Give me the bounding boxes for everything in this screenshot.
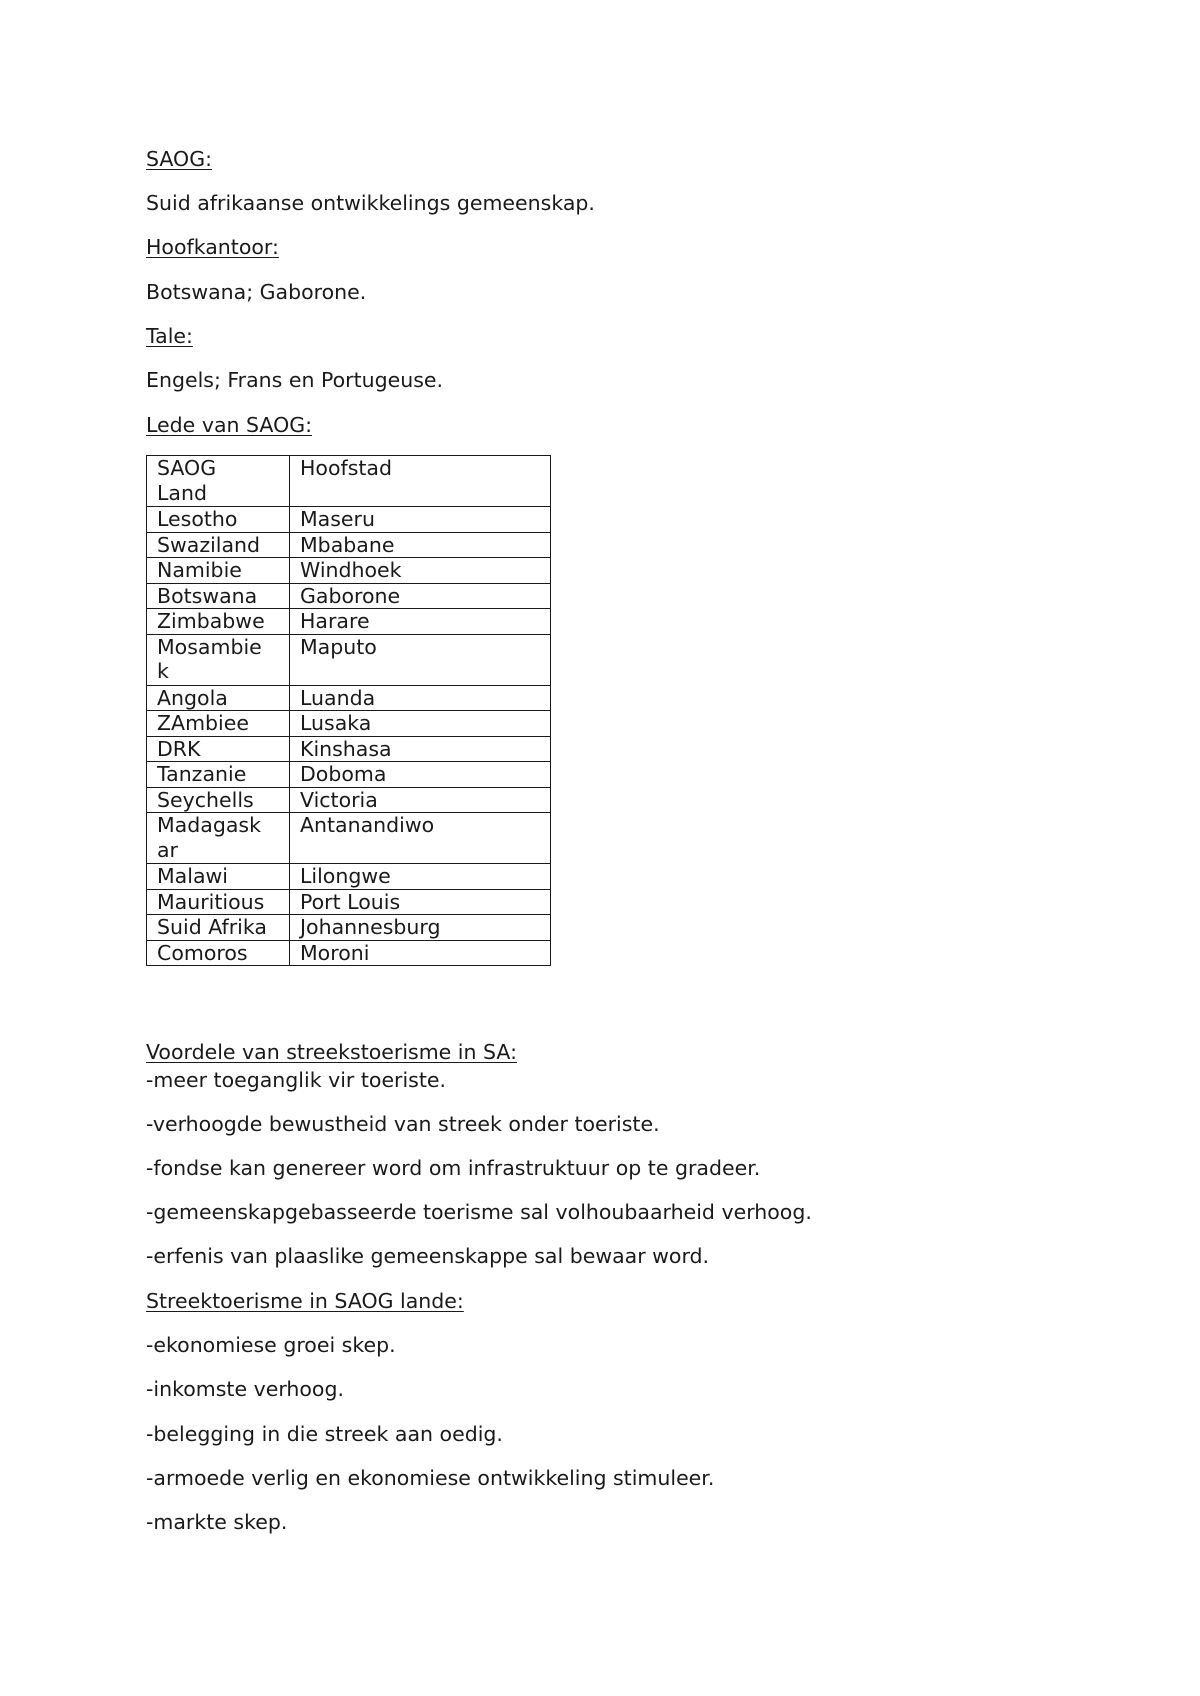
- heading-hoofkantoor: Hoofkantoor:: [146, 235, 279, 259]
- table-cell-country: Angola: [147, 685, 290, 711]
- table-cell-capital: Victoria: [290, 787, 551, 813]
- list-item: -erfenis van plaaslike gemeenskappe sal bewaar word.: [146, 1244, 710, 1268]
- table-header-cell: Hoofstad: [290, 456, 551, 507]
- list-item: -meer toeganglik vir toeriste.: [146, 1068, 447, 1092]
- table-cell-country: Mauritious: [147, 889, 290, 915]
- table-cell-country: Madagask ar: [147, 813, 290, 864]
- table-cell-capital: Antanandiwo: [290, 813, 551, 864]
- heading-voordele: Voordele van streekstoerisme in SA:: [146, 1040, 517, 1064]
- table-row: [147, 609, 551, 635]
- table-cell-capital: Harare: [290, 609, 551, 635]
- heading-saog: SAOG:: [146, 147, 212, 171]
- table-cell-country: Comoros: [147, 940, 290, 966]
- table-cell-capital: Moroni: [290, 940, 551, 966]
- heading-lede: Lede van SAOG:: [146, 413, 313, 437]
- table-row: [147, 583, 551, 609]
- list-item: -armoede verlig en ekonomiese ontwikkeling stimuleer.: [146, 1466, 715, 1490]
- table-cell-capital: Johannesburg: [290, 915, 551, 941]
- table-cell-country: Tanzanie: [147, 762, 290, 788]
- table-row: [147, 507, 551, 533]
- table-row: [147, 889, 551, 915]
- table-cell-capital: Lusaka: [290, 711, 551, 737]
- table-row: [147, 685, 551, 711]
- table-cell-capital: Maputo: [290, 634, 551, 685]
- table-row: [147, 813, 551, 864]
- tale-value: Engels; Frans en Portugeuse.: [146, 368, 444, 392]
- list-item: -fondse kan genereer word om infrastruktuur op te gradeer.: [146, 1156, 761, 1180]
- table-cell-country: Botswana: [147, 583, 290, 609]
- table-row: [147, 736, 551, 762]
- table-row: [147, 787, 551, 813]
- table-cell-country: Zimbabwe: [147, 609, 290, 635]
- hoofkantoor-value: Botswana; Gaborone.: [146, 280, 367, 304]
- members-table: [146, 455, 551, 966]
- table-cell-capital: Luanda: [290, 685, 551, 711]
- list-item: -ekonomiese groei skep.: [146, 1333, 396, 1357]
- table-cell-country: Mosambie k: [147, 634, 290, 685]
- table-cell-capital: Kinshasa: [290, 736, 551, 762]
- table-cell-capital: Windhoek: [290, 558, 551, 584]
- table-cell-capital: Maseru: [290, 507, 551, 533]
- table-row: [147, 558, 551, 584]
- table-cell-country: Suid Afrika: [147, 915, 290, 941]
- saog-full-name: Suid afrikaanse ontwikkelings gemeenskap.: [146, 191, 595, 215]
- table-row: [147, 762, 551, 788]
- list-item: -belegging in die streek aan oedig.: [146, 1422, 503, 1446]
- table-header-cell: SAOG Land: [147, 456, 290, 507]
- table-cell-country: DRK: [147, 736, 290, 762]
- list-item: -verhoogde bewustheid van streek onder toeriste.: [146, 1112, 660, 1136]
- table-cell-capital: Mbabane: [290, 532, 551, 558]
- table-cell-country: ZAmbiee: [147, 711, 290, 737]
- table-cell-capital: Port Louis: [290, 889, 551, 915]
- list-item: -inkomste verhoog.: [146, 1377, 345, 1401]
- table-cell-capital: Lilongwe: [290, 864, 551, 890]
- table-row: [147, 711, 551, 737]
- table-row: [147, 634, 551, 685]
- table-cell-country: Seychells: [147, 787, 290, 813]
- table-cell-country: Namibie: [147, 558, 290, 584]
- list-item: -markte skep.: [146, 1510, 288, 1534]
- heading-tale: Tale:: [146, 324, 193, 348]
- table-row: [147, 940, 551, 966]
- table-cell-country: Lesotho: [147, 507, 290, 533]
- table-row: [147, 915, 551, 941]
- list-item: -gemeenskapgebasseerde toerisme sal volhoubaarheid verhoog.: [146, 1200, 812, 1224]
- table-row: [147, 864, 551, 890]
- table-row: [147, 532, 551, 558]
- table-cell-country: Malawi: [147, 864, 290, 890]
- table-header-row: [147, 456, 551, 507]
- table-cell-capital: Doboma: [290, 762, 551, 788]
- table-cell-capital: Gaborone: [290, 583, 551, 609]
- heading-streektoerisme: Streektoerisme in SAOG lande:: [146, 1289, 464, 1313]
- table-cell-country: Swaziland: [147, 532, 290, 558]
